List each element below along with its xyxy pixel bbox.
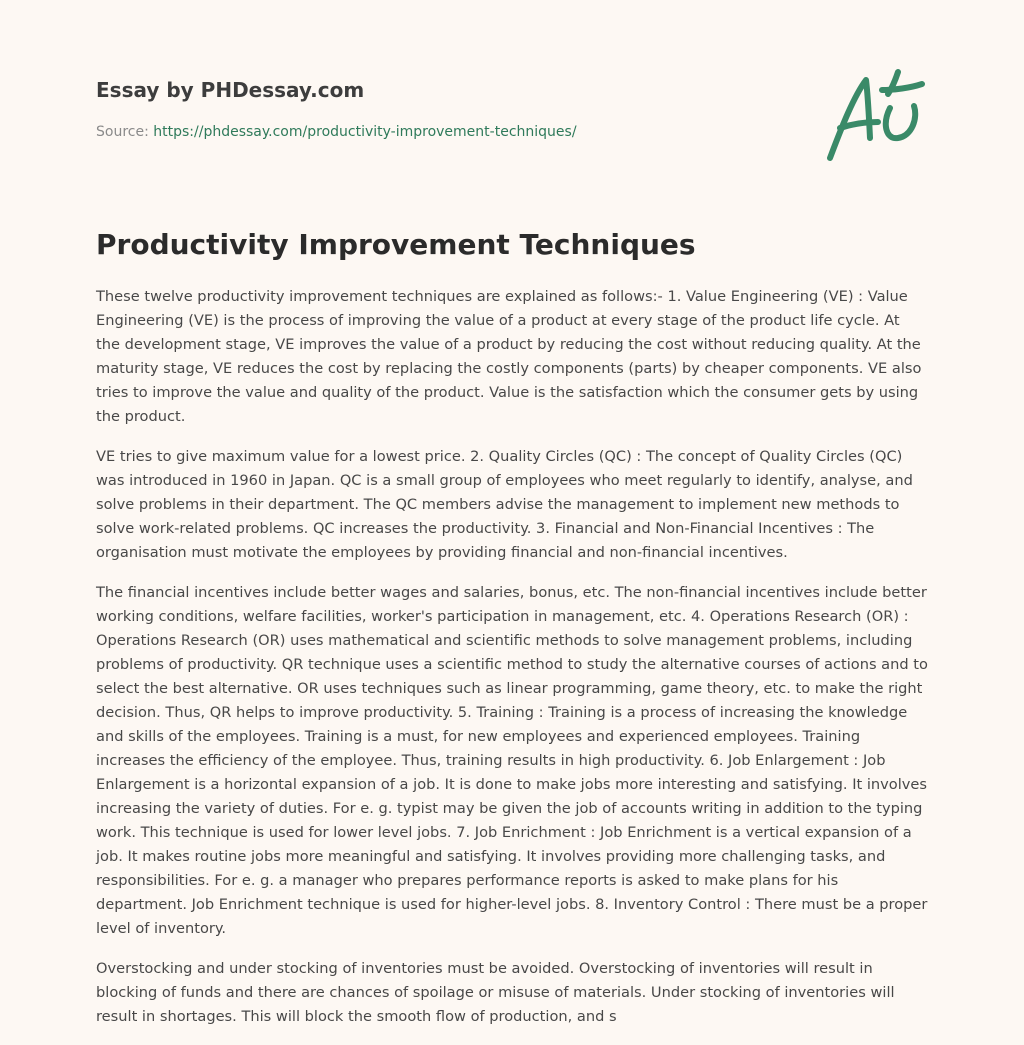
article-paragraph: VE tries to give maximum value for a lowest price. 2. Quality Circles (QC) : The concept of Quality Circles (QC) was introduced in 1960 in Japan. QC is a small group of employees who meet regularly to identify, analyse, and solve problems in their department. The QC members advise the management to implement new methods to solve work-related problems. QC increases the productivity. 3. Financial and Non-Financial Incentives : The organisation must motivate the employees by providing financial and non-financial incentives. bbox=[96, 448, 913, 561]
article-title: Productivity Improvement Techniques bbox=[96, 228, 696, 261]
source-line bbox=[96, 124, 577, 140]
page-header bbox=[96, 76, 796, 140]
site-brand: Essay by PHDessay.com bbox=[96, 78, 365, 102]
source-label: Source: bbox=[96, 124, 149, 140]
a-plus-grade-icon bbox=[822, 66, 930, 166]
article-paragraph: Overstocking and under stocking of inventories must be avoided. Overstocking of inventories will result in blocking of funds and there are chances of spoilage or misuse of materials. Under stocking of inventories will result in shortages. This will block the smooth flow of production, and s bbox=[96, 960, 895, 1025]
article-paragraph: The financial incentives include better wages and salaries, bonus, etc. The non-financial incentives include better working conditions, welfare facilities, worker's participation in management, etc. 4. Operations Research (OR) : Operations Research (OR) uses mathematical and scientific methods to solve management problems, including problems of productivity. QR technique uses a scientific method to study the alternative courses of actions and to select the best alternative. OR uses techniques such as linear programming, game theory, etc. to make the right decision. Thus, QR helps to improve productivity. 5. Training : Training is a process of increasing the knowledge and skills of the employees. Training is a must, for new employees and experienced employees. Training increases the efficiency of the employee. Thus, training results in high productivity. 6. Job Enlargement : Job Enlargement is a horizontal expansion of a job. It is done to make jobs more interesting and satisfying. It involves increasing the variety of duties. For e. g. typist may be given the job of accounts writing in addition to the typing work. This technique is used for lower level jobs. 7. Job Enrichment : Job Enrichment is a vertical expansion of a job. It makes routine jobs more meaningful and satisfying. It involves providing more challenging tasks, and responsibilities. For e. g. a manager who prepares performance reports is asked to make plans for his department. Job Enrichment technique is used for higher-level jobs. 8. Inventory Control : There must be a proper level of inventory. bbox=[96, 584, 928, 937]
article-paragraph: These twelve productivity improvement techniques are explained as follows:- 1. Value Engineering (VE) : Value Engineering (VE) is the process of improving the value of a product at every stage of the product life cycle. At the development stage, VE improves the value of a product by reducing the cost without reducing quality. At the maturity stage, VE reduces the cost by replacing the costly components (parts) by cheaper components. VE also tries to improve the value and quality of the product. Value is the satisfaction which the consumer gets by using the product. bbox=[96, 288, 922, 425]
source-link[interactable]: https://phdessay.com/productivity-improvement-techniques/ bbox=[153, 124, 577, 140]
article-body bbox=[96, 285, 928, 1045]
